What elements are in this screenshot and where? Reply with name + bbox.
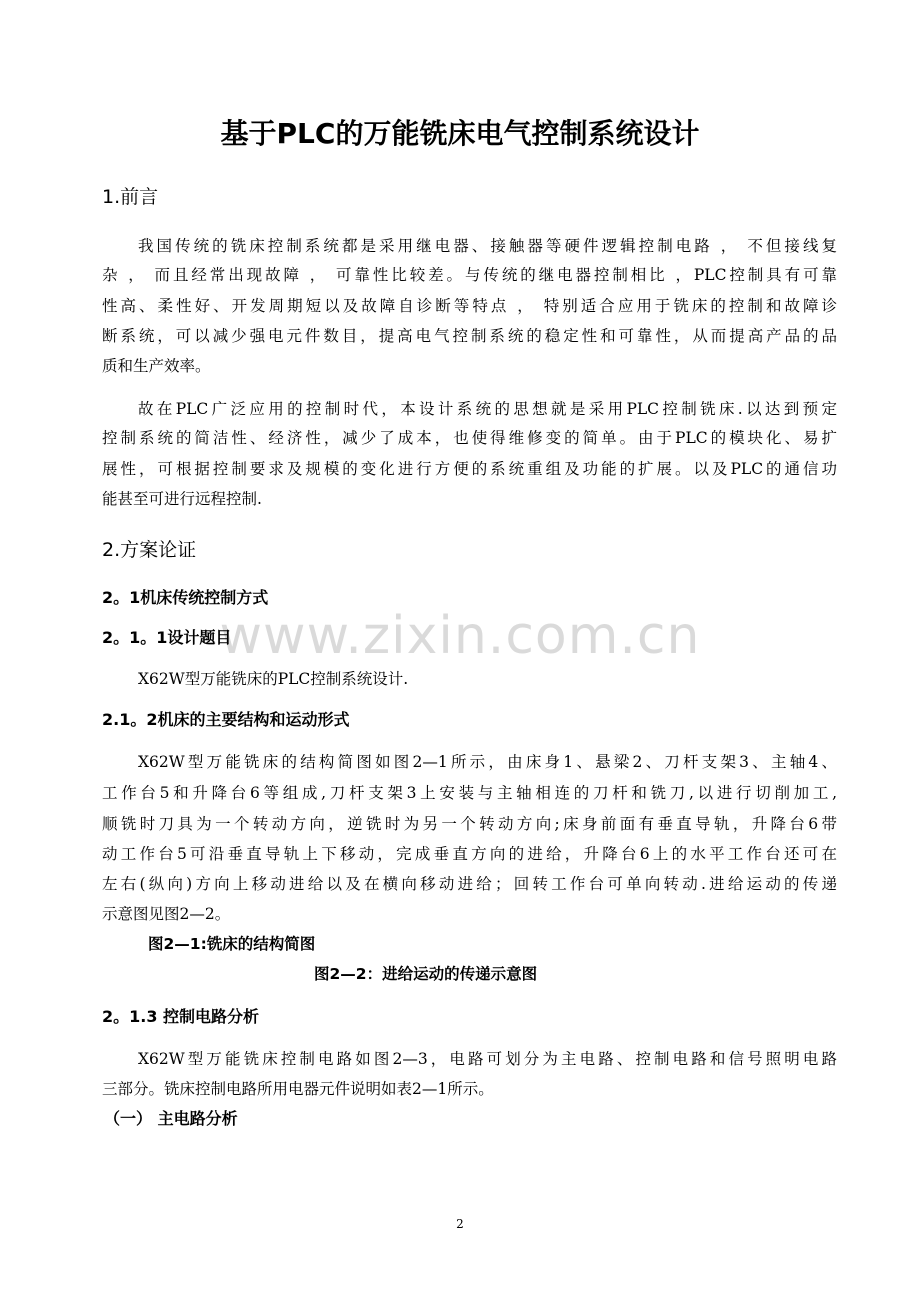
subsection-heading: 2。1机床传统控制方式: [102, 588, 269, 607]
paragraph-line: X62W型万能铣床的PLC控制系统设计.: [138, 670, 409, 688]
page-title: 基于PLC的万能铣床电气控制系统设计: [220, 117, 700, 150]
subsection-heading: 2。1。1设计题目: [102, 628, 232, 647]
paragraph-line: 控制系统的简洁性、经济性，减少了成本，也使得维修变的简单。由于PLC的模块化、易扩: [102, 429, 837, 447]
paragraph-line: 我国传统的铣床控制系统都是采用继电器、接触器等硬件逻辑控制电路 ， 不但接线复: [138, 237, 837, 255]
paragraph-line: 顺铣时刀具为一个转动方向，逆铣时为另一个转动方向;床身前面有垂直导轨，升降台6带: [102, 815, 837, 833]
paragraph-line: 动工作台5可沿垂直导轨上下移动，完成垂直方向的进给，升降台6上的水平工作台还可在: [102, 845, 837, 863]
subsection-heading: （一） 主电路分析: [104, 1109, 238, 1128]
paragraph-line: 左右(纵向)方向上移动进给以及在横向移动进给；回转工作台可单向转动.进给运动的传递: [102, 875, 837, 893]
paragraph-line: 工作台5和升降台6等组成,刀杆支架3上安装与主轴相连的刀杆和铣刀,以进行切削加工,: [102, 784, 837, 802]
paragraph-line: 故在PLC广泛应用的控制时代，本设计系统的思想就是采用PLC控制铣床.以达到预定: [138, 400, 837, 418]
paragraph-line: 性高、柔性好、开发周期短以及故障自诊断等特点 ， 特别适合应用于铣床的控制和故障诊: [102, 297, 837, 315]
subsection-heading: 2.1。2机床的主要结构和运动形式: [102, 710, 350, 729]
paragraph-line: X62W型万能铣床控制电路如图2—3，电路可划分为主电路、控制电路和信号照明电路: [138, 1050, 837, 1068]
figure-caption: 图2—1:铣床的结构简图: [148, 935, 316, 953]
paragraph-line: 杂 ， 而且经常出现故障 ， 可靠性比较差。与传统的继电器控制相比 ，PLC控制具有可靠: [102, 266, 837, 284]
paragraph-line: 质和生产效率。: [102, 357, 211, 375]
paragraph-line: X62W型万能铣床的结构简图如图2—1所示，由床身1、悬梁2、刀杆支架3、主轴4、: [138, 753, 837, 771]
paragraph-line: 示意图见图2—2。: [102, 905, 231, 923]
section-heading-preface: 1.前言: [102, 186, 159, 208]
section-heading-scheme: 2.方案论证: [102, 539, 197, 561]
paragraph-line: 展性，可根据控制要求及规模的变化进行方便的系统重组及功能的扩展。以及PLC的通信功: [102, 460, 837, 478]
paragraph-line: 断系统，可以减少强电元件数目，提高电气控制系统的稳定性和可靠性，从而提高产品的品: [102, 327, 837, 345]
watermark: www.zixin.com.cn: [219, 606, 701, 666]
subsection-heading: 2。1.3 控制电路分析: [102, 1007, 260, 1026]
paragraph-line: 能甚至可进行远程控制.: [102, 490, 262, 508]
page-number: 2: [456, 1217, 464, 1231]
paragraph-line: 三部分。铣床控制电路所用电器元件说明如表2—1所示。: [102, 1080, 494, 1098]
figure-caption: 图2—2：进给运动的传递示意图: [314, 965, 538, 983]
